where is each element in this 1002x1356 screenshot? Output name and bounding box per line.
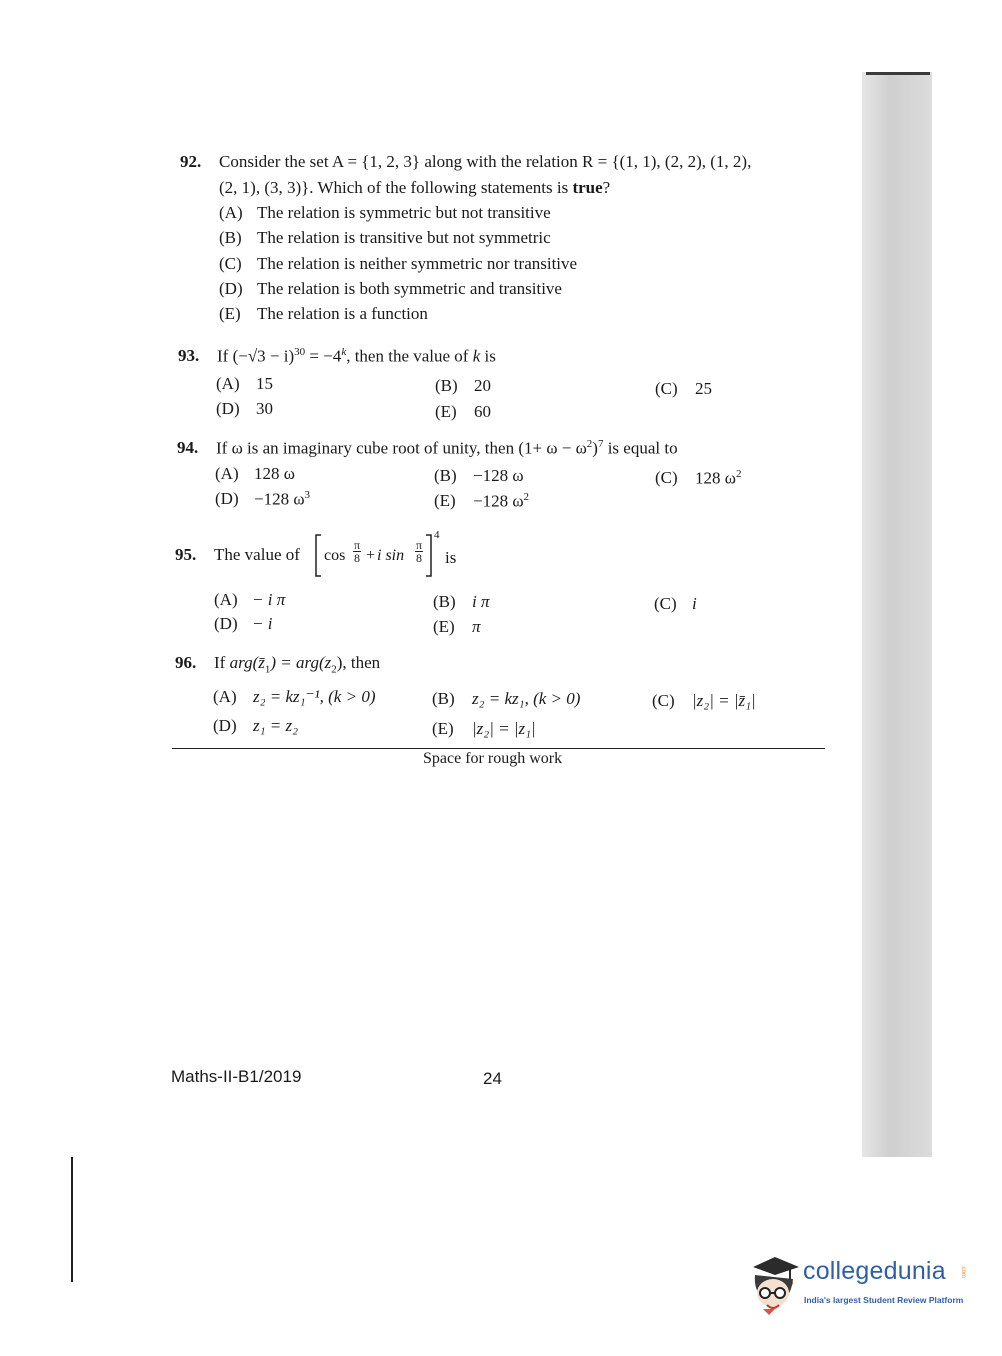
page-edge-shadow: [862, 72, 932, 1157]
mascot-icon: [745, 1253, 805, 1315]
option-label: (C): [652, 691, 675, 710]
option-label: (B): [433, 592, 456, 611]
option-label: (D): [215, 489, 239, 508]
page-number: 24: [483, 1069, 502, 1088]
option-label: (E): [433, 617, 455, 636]
option-label: (C): [654, 594, 677, 613]
logo-tagline: India's largest Student Review Platform: [804, 1295, 964, 1305]
option-text: 128 ω: [254, 464, 295, 483]
option-text: z₂ = kz₁⁻¹, (k > 0): [253, 687, 376, 706]
option-text: 25: [695, 379, 712, 398]
option-label: (C): [655, 468, 678, 487]
footer-code: Maths-II-B1/2019: [171, 1067, 302, 1086]
option-text: 60: [474, 402, 491, 421]
option-label: (E): [432, 719, 454, 738]
option-text: |z₂| = |z̄₁|: [692, 691, 756, 710]
option-text: The relation is neither symmetric nor transitive: [257, 254, 578, 273]
option-label: (B): [432, 689, 455, 708]
fraction-pi-8: $\frac{\pi}{8}$: [416, 538, 423, 565]
option-label: (D): [219, 279, 243, 298]
rough-work-label: Space for rough work: [423, 750, 563, 767]
page-edge-line: [866, 72, 930, 75]
divider-line: [172, 748, 825, 749]
option-text: The relation is symmetric but not transitive: [257, 203, 551, 222]
question-stem-end: is: [445, 548, 457, 567]
option-label: (A): [213, 687, 237, 706]
option-label: (A): [214, 590, 238, 609]
option-text: −128 $\omega^2$: [473, 491, 530, 511]
option-text: The relation is both symmetric and transitive: [257, 279, 562, 298]
question-number: 96.: [175, 653, 197, 672]
option-label: (A): [219, 203, 243, 222]
option-label: (A): [215, 464, 239, 483]
option-text: z₁ = z₂: [253, 716, 299, 735]
cos-text: cos: [324, 547, 346, 564]
question-stem-text: The value of: [214, 545, 300, 564]
option-label: (E): [219, 304, 241, 323]
option-text: − i π: [252, 590, 286, 609]
option-label: (B): [434, 466, 457, 485]
option-text: 30: [256, 399, 273, 418]
option-text: |z₂| = |z₁|: [472, 719, 536, 738]
question-number: 93.: [178, 346, 200, 365]
option-text: π: [472, 617, 481, 636]
option-text: −128 ω: [473, 466, 524, 485]
option-label: (C): [219, 254, 242, 273]
isin-text: i sin: [377, 547, 405, 564]
question-number: 92.: [180, 152, 202, 171]
option-label: (B): [219, 228, 242, 247]
option-text: 20: [474, 376, 491, 395]
option-label: (D): [216, 399, 240, 418]
option-text: −128 $\omega^3$: [254, 489, 311, 509]
fraction-pi-8: $\frac{\pi}{8}$: [354, 538, 361, 565]
option-label: (B): [435, 376, 458, 395]
question-stem: If $(-√3 - i)^{30} = -4^k$, then the value of k is: [217, 346, 496, 366]
option-label: (C): [655, 379, 678, 398]
option-text: The relation is transitive but not symmetric: [257, 228, 551, 247]
option-text: − i: [252, 614, 273, 633]
question-number: 94.: [177, 438, 199, 457]
option-text: 15: [256, 374, 273, 393]
logo-wordmark: collegedunia: [803, 1257, 946, 1285]
question-stem: If ω is an imaginary cube root of unity, then $(1+ \omega - \omega^2)^7$ is equal to: [216, 438, 678, 458]
option-text: i π: [472, 592, 490, 611]
option-label: (E): [435, 402, 457, 421]
question-number: 95.: [175, 545, 197, 564]
option-label: (A): [216, 374, 240, 393]
option-text: 128 $\omega^2$: [695, 468, 742, 488]
option-text: z₂ = kz₁, (k > 0): [472, 689, 581, 708]
margin-line: [71, 1157, 73, 1282]
exponent: 4: [434, 529, 440, 541]
question-stem-line1: Consider the set A = {1, 2, 3} along with the relation R = {(1, 1), (2, 2), (1, 2),: [219, 152, 752, 171]
collegedunia-logo[interactable]: [745, 1253, 975, 1315]
question-stem: If $arg(z̄_1) = arg(z_2)$, then: [214, 653, 381, 676]
plus-sign: +: [366, 547, 376, 564]
option-label: (D): [214, 614, 238, 633]
option-label: (D): [213, 716, 237, 735]
option-text: The relation is a function: [257, 304, 428, 323]
option-text: i: [692, 594, 697, 613]
option-label: (E): [434, 491, 456, 510]
question-stem-line2: (2, 1), (3, 3)}. Which of the following statements is true?: [219, 178, 611, 197]
logo-com: .com: [960, 1265, 966, 1279]
